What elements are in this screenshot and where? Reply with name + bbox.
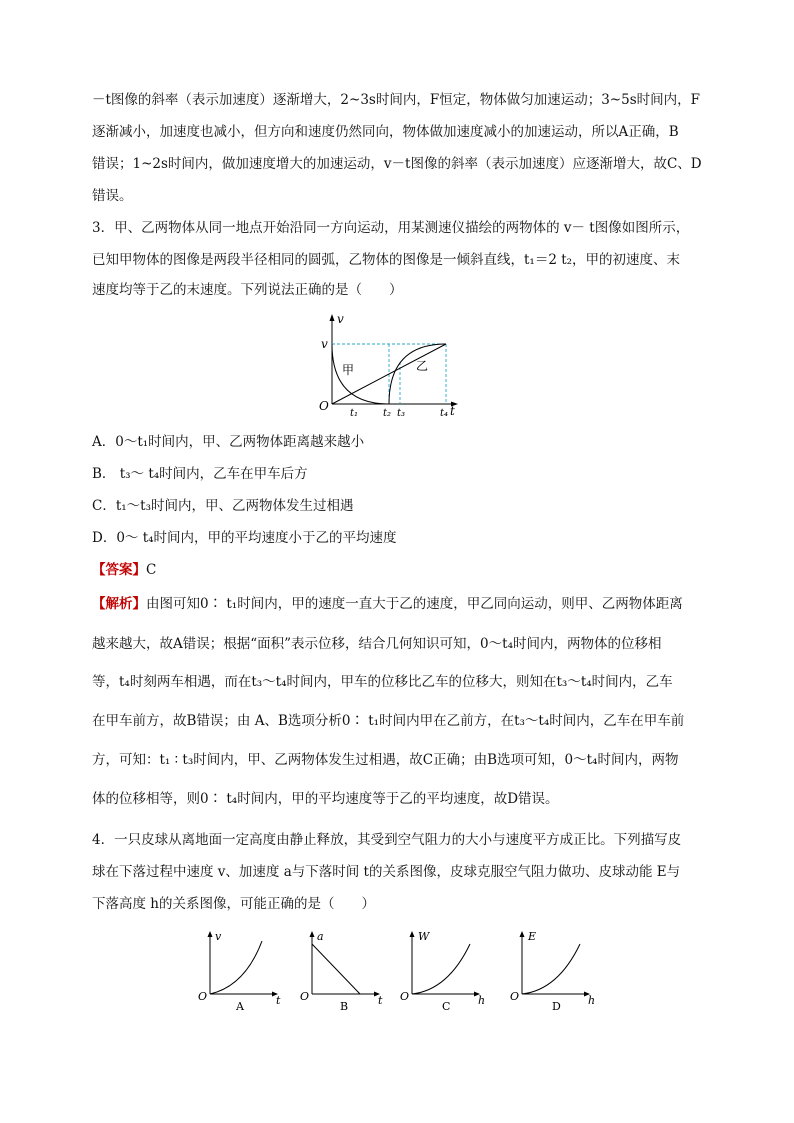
graph-a-x-label: t bbox=[276, 994, 281, 1007]
v-value-label: v bbox=[321, 337, 328, 351]
graph-b-origin: O bbox=[300, 990, 310, 1003]
graph-d bbox=[510, 930, 595, 1013]
graph-b-y-label: a bbox=[317, 930, 324, 943]
paragraph-line: 错误；1~2s时间内，做加速度增大的加速运动，v－t图像的斜率（表示加速度）应逐渐增大，故C、D bbox=[92, 156, 702, 172]
graph-a-origin: O bbox=[198, 990, 208, 1003]
v-axis-label: v bbox=[337, 312, 344, 326]
origin-label: O bbox=[319, 399, 329, 413]
graph-d-origin: O bbox=[510, 990, 520, 1003]
graph-b-x-label: t bbox=[378, 994, 383, 1007]
graph-c-caption: C bbox=[442, 1000, 451, 1013]
graph-d-curve bbox=[522, 944, 580, 994]
jia-label: 甲 bbox=[342, 363, 355, 377]
t4-label: t₄ bbox=[440, 408, 449, 419]
graph-c-x-label: h bbox=[478, 994, 486, 1007]
graph-a-y-label: v bbox=[215, 930, 222, 943]
question-stem-line: 3．甲、乙两物体从同一地点开始沿同一方向运动，用某测速仪描绘的两物体的 v－ t图像如图所示， bbox=[92, 220, 690, 236]
analysis-line: 体的位移相等，则0∶ t₄时间内，甲的平均速度等于乙的平均速度，故D错误。 bbox=[92, 791, 559, 807]
option-a: A．0～t₁时间内，甲、乙两物体距离越来越小 bbox=[92, 434, 365, 450]
analysis-text: 由图可知0∶ t₁时间内，甲的速度一直大于乙的速度，甲乙同向运动，则甲、乙两物体距离 bbox=[146, 596, 683, 612]
analysis-line: 越来越大，故A错误；根据“面积”表示位移，结合几何知识可知，0～t₄时间内，两物体的位移相 bbox=[92, 636, 662, 652]
answer-tag: 【答案】 bbox=[92, 562, 146, 578]
analysis-line: 等，t₄时刻两车相遇，而在t₃～t₄时间内，甲车的位移比乙车的位移大，则知在t₃～t₄时间内，乙车 bbox=[92, 674, 673, 690]
option-c: C．t₁～t₃时间内，甲、乙两物体发生过相遇 bbox=[92, 498, 354, 514]
graph-c-y-label: W bbox=[418, 930, 430, 943]
graph-b bbox=[300, 930, 383, 1013]
paragraph-line: －t图像的斜率（表示加速度）逐渐增大，2~3s时间内，F恒定，物体做匀加速运动；3~5s时间内，F bbox=[92, 92, 700, 108]
t3-label: t₃ bbox=[397, 408, 406, 419]
analysis-line: 方，可知：t₁ ∶ t₃时间内，甲、乙两物体发生过相遇，故C正确；由B选项可知，0～t₄时间内，两物 bbox=[92, 752, 679, 768]
graph-b-line bbox=[312, 944, 360, 994]
graph-a-caption: A bbox=[236, 1000, 244, 1013]
jia-arc-2 bbox=[389, 344, 446, 404]
graph-a-curve bbox=[210, 941, 262, 994]
question-stem-line: 已知甲物体的图像是两段半径相同的圆弧，乙物体的图像是一倾斜直线，t₁＝2 t₂，甲的初速度、末 bbox=[92, 252, 681, 268]
graph-b-caption: B bbox=[340, 1000, 349, 1013]
t1-label: t₁ bbox=[350, 408, 359, 419]
graph-c bbox=[400, 930, 485, 1013]
question-stem-line: 速度均等于乙的末速度。下列说法正确的是（ ） bbox=[92, 282, 403, 298]
graph-d-caption: D bbox=[552, 1000, 561, 1013]
graph-d-x-label: h bbox=[588, 994, 596, 1007]
analysis-tag: 【解析】 bbox=[92, 596, 146, 612]
answer-value: C bbox=[146, 562, 157, 578]
vt-graph-figure bbox=[310, 312, 460, 422]
graph-c-curve bbox=[412, 944, 470, 994]
jia-arc-1 bbox=[332, 344, 389, 404]
question-stem-line: 4．一只皮球从离地面一定高度由静止释放，其受到空气阻力的大小与速度平方成正比。下列描写皮 bbox=[92, 832, 682, 848]
analysis-line bbox=[92, 594, 683, 614]
option-b: B． t₃～ t₄时间内，乙车在甲车后方 bbox=[92, 466, 308, 482]
t-axis-label: t bbox=[450, 404, 455, 418]
analysis-line: 在甲车前方，故B错误；由 A、B选项分析0∶ t₁时间内甲在乙前方，在t₃～t₄时间内，乙车在甲车前 bbox=[92, 713, 685, 729]
answer-line bbox=[92, 560, 156, 580]
t2-label: t₂ bbox=[383, 408, 392, 419]
question-stem-line: 球在下落过程中速度 v、加速度 a与下落时间 t的关系图像，皮球克服空气阻力做功、皮球动能 E与 bbox=[92, 864, 681, 880]
paragraph-line: 错误。 bbox=[92, 188, 133, 204]
question-stem-line: 下落高度 h的关系图像，可能正确的是（ ） bbox=[92, 896, 375, 912]
paragraph-line: 逐渐减小，加速度也减小，但方向和速度仍然同向，物体做加速度减小的加速运动，所以A正确，B bbox=[92, 124, 679, 140]
yi-label: 乙 bbox=[416, 359, 429, 373]
graph-c-origin: O bbox=[400, 990, 410, 1003]
graph-a bbox=[198, 930, 281, 1013]
q4-graphs bbox=[190, 924, 610, 1014]
option-d: D．0～ t₄时间内，甲的平均速度小于乙的平均速度 bbox=[92, 530, 397, 546]
graph-d-y-label: E bbox=[528, 930, 537, 943]
v-axis-arrow bbox=[330, 314, 335, 321]
